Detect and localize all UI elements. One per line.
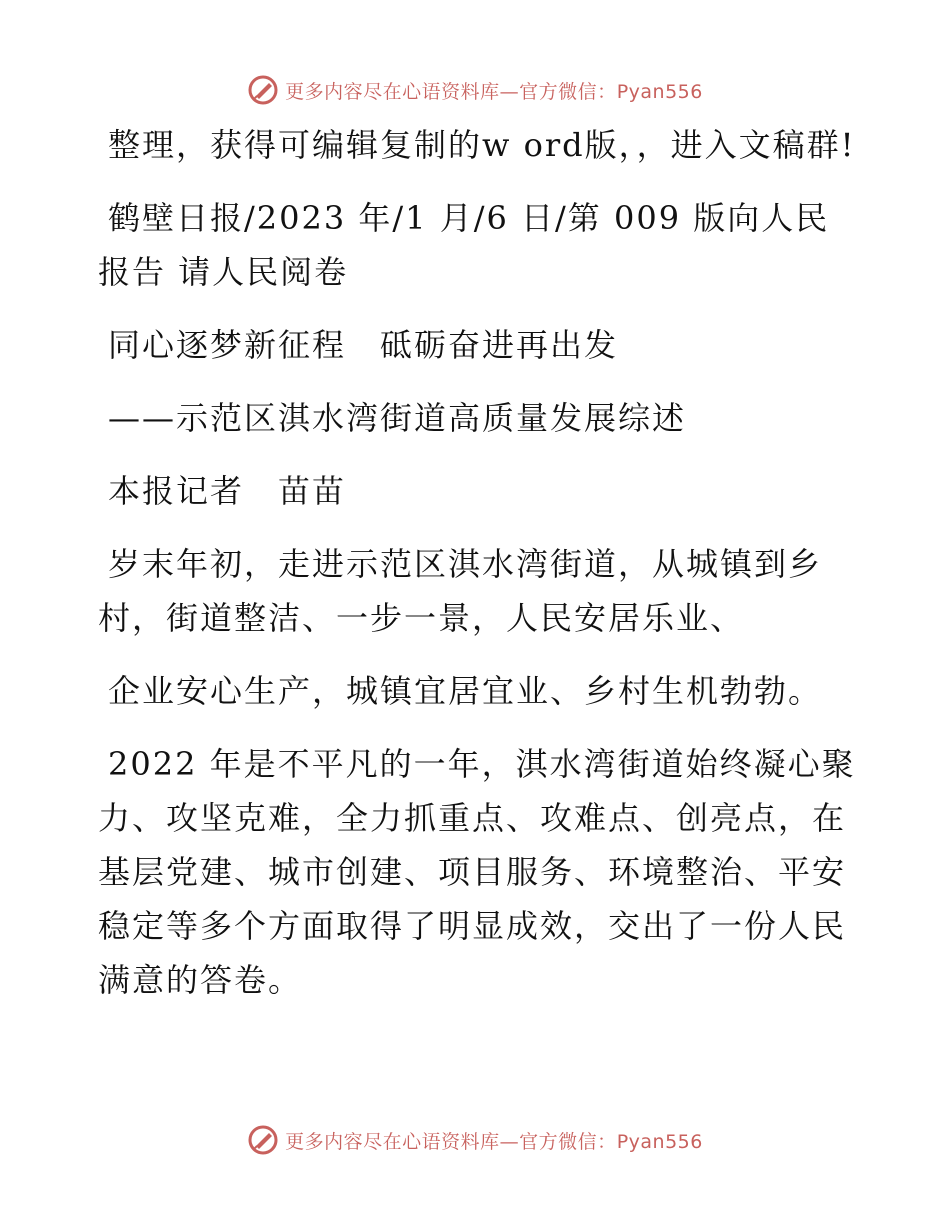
quill-seal-icon bbox=[247, 74, 279, 106]
watermark-contact-label: 官方微信： bbox=[519, 80, 617, 103]
paragraph-source: 鹤壁日报/2023 年/1 月/6 日/第 009 版向人民报告 请人民阅卷 bbox=[98, 199, 830, 291]
paragraph-body-3: 2022 年是不平凡的一年，淇水湾街道始终凝心聚力、攻坚克难，全力抓重点、攻难点、创亮点，在基层党建、城市创建、项目服务、环境整治、平安稳定等多个方面取得了明显成效，交出了一份人民满意的答卷。 bbox=[98, 745, 856, 999]
watermark-separator: — bbox=[499, 1130, 520, 1153]
paragraph-body-1: 岁末年初，走进示范区淇水湾街道，从城镇到乡村，街道整洁、一步一景，人民安居乐业、 bbox=[98, 545, 823, 637]
watermark-contact-id: Pyan556 bbox=[616, 80, 703, 103]
watermark-contact-id: Pyan556 bbox=[616, 1130, 703, 1153]
watermark-text bbox=[285, 1127, 703, 1154]
article-title: 同心逐梦新征程 砥砺奋进再出发 bbox=[108, 326, 619, 364]
document-body bbox=[98, 118, 858, 1026]
article-byline: 本报记者 苗苗 bbox=[108, 472, 347, 510]
paragraph-intro: 整理，获得可编辑复制的w ord版，，进入文稿群! bbox=[108, 126, 856, 164]
header-watermark bbox=[0, 70, 950, 110]
quill-seal-icon bbox=[247, 1124, 279, 1156]
watermark-brand: 更多内容尽在心语资料库 bbox=[285, 1130, 500, 1153]
footer-watermark bbox=[0, 1120, 950, 1160]
watermark-text bbox=[285, 77, 703, 104]
watermark-separator: — bbox=[499, 80, 520, 103]
paragraph-body-2: 企业安心生产，城镇宜居宜业、乡村生机勃勃。 bbox=[108, 672, 823, 710]
watermark-contact-label: 官方微信： bbox=[519, 1130, 617, 1153]
watermark-brand: 更多内容尽在心语资料库 bbox=[285, 80, 500, 103]
article-subtitle: ——示范区淇水湾街道高质量发展综述 bbox=[108, 399, 687, 437]
